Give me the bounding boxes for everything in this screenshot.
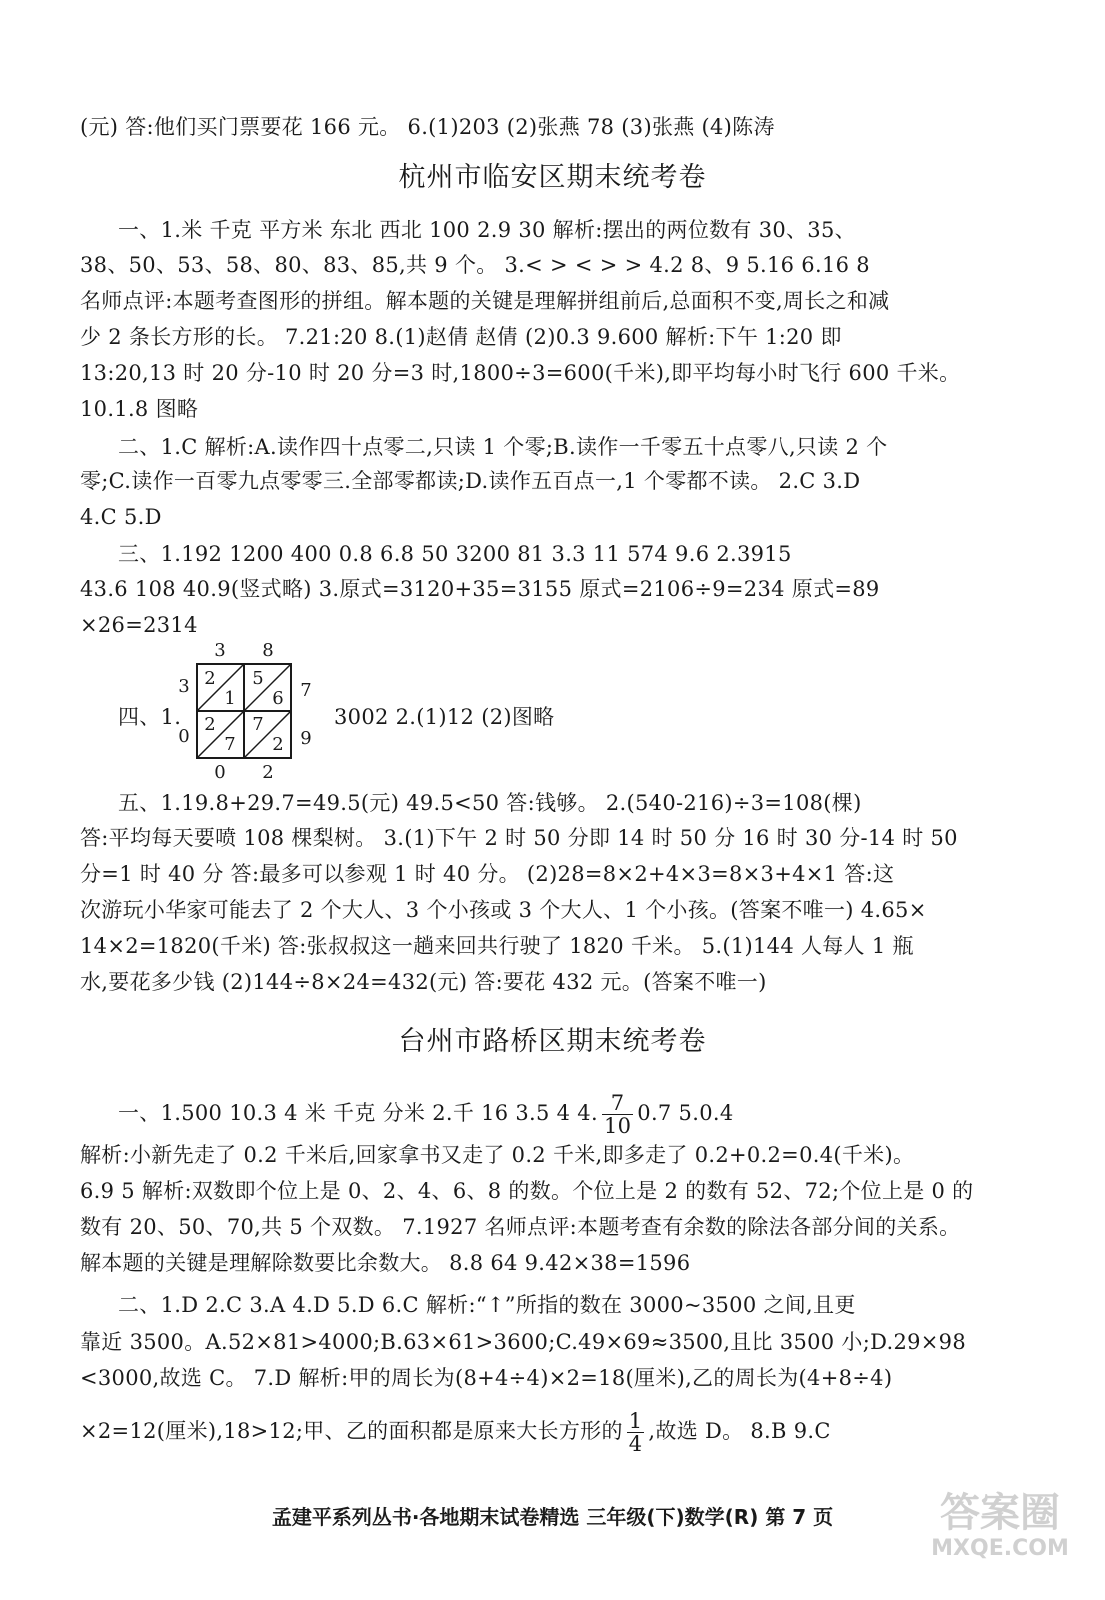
section-heading-linan: 杭州市临安区期末统考卷 [398,162,707,193]
fraction-numerator: 1 [628,1409,643,1433]
lattice-top-digit: 8 [262,640,274,661]
lattice-left-digit: 3 [178,676,190,697]
text-segment: ,故选 D。 8.B 9.C [648,1419,831,1443]
text-line: 14×2=1820(千米) 答:张叔叔这一趟来回共行驶了 1820 千米。 5.(1)144 人每人 1 瓶 [80,934,914,958]
text-segment: ×2=12(厘米),18>12;甲、乙的面积都是原来大长方形的 [80,1419,623,1443]
lattice-cell-digit: 7 [252,714,264,735]
watermark-url: MXQE.COM [931,1536,1069,1561]
lattice-cell-digit: 2 [204,668,216,689]
text-line: 二、1.D 2.C 3.A 4.D 5.D 6.C 解析:“↑”所指的数在 3000~3500 之间,且更 [118,1293,856,1317]
lattice-cell-digit: 1 [224,688,236,709]
text-line [80,1410,1040,1455]
text-line: 次游玩小华家可能去了 2 个大人、3 个小孩或 3 个大人、1 个小孩。(答案不唯一) 4.65× [80,898,927,922]
fraction-denominator: 4 [628,1432,643,1456]
lattice-top-digit: 3 [214,640,226,661]
fraction-seven-tenths [602,1092,633,1137]
section-heading-luqiao: 台州市路桥区期末统考卷 [398,1026,707,1057]
lattice-cell-digit: 2 [272,734,284,755]
text-line: 水,要花多少钱 (2)144÷8×24=432(元) 答:要花 432 元。(答案不唯一) [80,970,767,994]
text-line: 13:20,13 时 20 分-10 时 20 分=3 时,1800÷3=600(千米),即平均每小时飞行 600 千米。 [80,361,961,385]
text-line: 零;C.读作一百零九点零零三.全部零都读;D.读作五百点一,1 个零都不读。 2.C 3.D [80,469,861,493]
text-line: <3000,故选 C。 7.D 解析:甲的周长为(8+4÷4)×2=18(厘米),乙的周长为(4+8÷4) [80,1366,893,1390]
question-label: 四、1. [118,705,182,729]
text-line: 4.C 5.D [80,505,162,529]
lattice-cell-digit: 6 [272,688,284,709]
lattice-right-digit: 9 [300,728,312,749]
watermark-logo [925,1490,1075,1570]
lattice-bottom-digit: 2 [262,762,274,783]
lattice-bottom-digit: 0 [214,762,226,783]
text-line: 三、1.192 1200 400 0.8 6.8 50 3200 81 3.3 11 574 9.6 2.3915 [118,542,792,566]
lattice-right-digit: 7 [300,680,312,701]
text-segment: 0.7 5.0.4 [637,1101,734,1125]
text-line: 少 2 条长方形的长。 7.21:20 8.(1)赵倩 赵倩 (2)0.3 9.600 解析:下午 1:20 即 [80,325,842,349]
watermark-text: 答案圈 [940,1490,1060,1536]
text-line: 靠近 3500。A.52×81>4000;B.63×61>3600;C.49×69≈3500,且比 3500 小;D.29×98 [80,1330,966,1354]
lattice-cell-digit: 7 [224,734,236,755]
text-line: 10.1.8 图略 [80,397,199,421]
text-line: 43.6 108 40.9(竖式略) 3.原式=3120+35=3155 原式=2106÷9=234 原式=89 [80,577,880,601]
fraction-numerator: 7 [602,1092,633,1115]
text-line: 3002 2.(1)12 (2)图略 [334,705,555,729]
text-line: 数有 20、50、70,共 5 个双数。 7.1927 名师点评:本题考查有余数的除法各部分间的关系。 [80,1215,961,1239]
text-line: 解本题的关键是理解除数要比余数大。 8.8 64 9.42×38=1596 [80,1251,691,1275]
fraction-one-quarter [627,1410,645,1455]
text-line [118,1092,1038,1137]
text-segment: 一、1.500 10.3 4 米 千克 分米 2.千 16 3.5 4 4. [118,1101,598,1125]
page-footer: 孟建平系列丛书·各地期末试卷精选 三年级(下)数学(R) 第 7 页 [271,1505,834,1529]
fraction-denominator: 10 [603,1114,632,1138]
text-line: 五、1.19.8+29.7=49.5(元) 49.5<50 答:钱够。 2.(540-216)÷3=108(棵) [118,791,862,815]
lattice-multiplication-grid [178,640,312,783]
text-line: 分=1 时 40 分 答:最多可以参观 1 时 40 分。 (2)28=8×2+4×3=8×3+4×1 答:这 [80,862,895,886]
lattice-left-digit: 0 [178,726,190,747]
text-line: 解析:小新先走了 0.2 千米后,回家拿书又走了 0.2 千米,即多走了 0.2+0.2=0.4(千米)。 [80,1143,915,1167]
text-line: 38、50、53、58、80、83、85,共 9 个。 3.< > < > > 4.2 8、9 5.16 6.16 8 [80,253,870,277]
lattice-cell-digit: 2 [204,714,216,735]
lattice-cell-digit: 5 [252,668,264,689]
text-line: (元) 答:他们买门票要花 166 元。 6.(1)203 (2)张燕 78 (3)张燕 (4)陈涛 [80,115,775,139]
text-line: 一、1.米 千克 平方米 东北 西北 100 2.9 30 解析:摆出的两位数有 30、35、 [118,218,856,242]
text-line: 6.9 5 解析:双数即个位上是 0、2、4、6、8 的数。个位上是 2 的数有 52、72;个位上是 0 的 [80,1179,974,1203]
text-line: 名师点评:本题考查图形的拼组。解本题的关键是理解拼组前后,总面积不变,周长之和减 [80,289,890,313]
text-line: ×26=2314 [80,613,198,637]
text-line: 答:平均每天要喷 108 棵梨树。 3.(1)下午 2 时 50 分即 14 时 50 分 16 时 30 分-14 时 50 [80,826,958,850]
text-line: 二、1.C 解析:A.读作四十点零二,只读 1 个零;B.读作一千零五十点零八,只读 2 个 [118,435,888,459]
